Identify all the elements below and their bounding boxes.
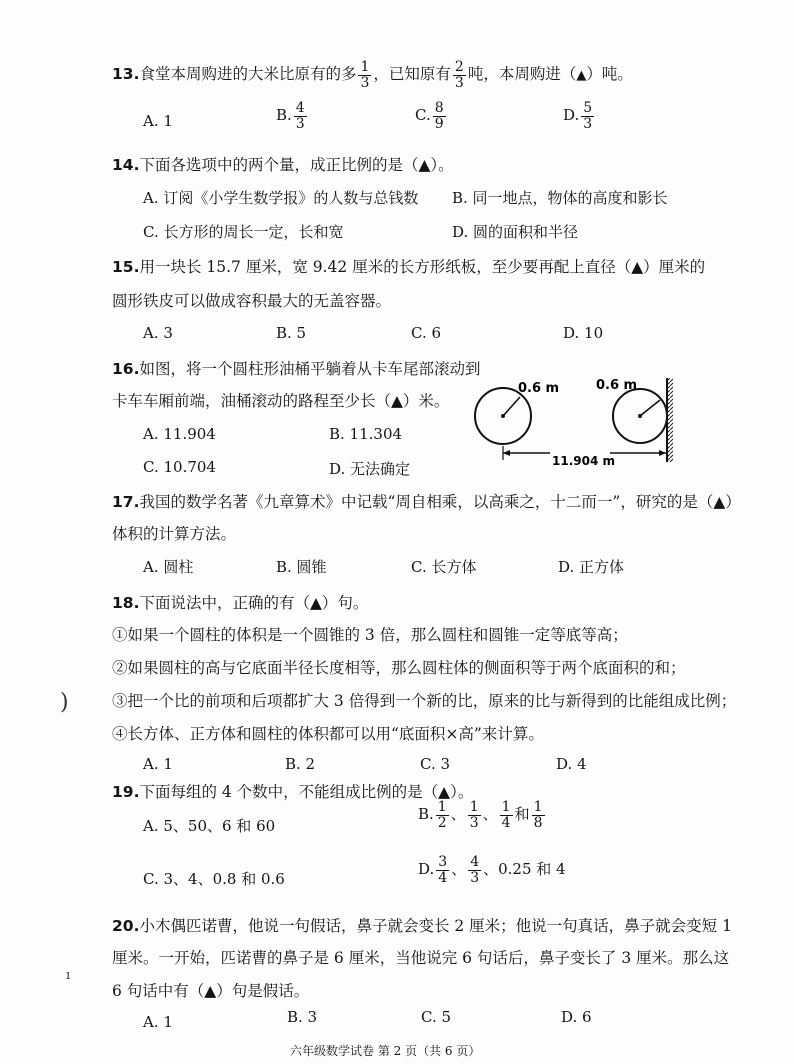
q13-fraction-2: $\frac{2}{3}$ <box>454 59 464 91</box>
q18-option-c[interactable]: C. 3 <box>420 755 451 773</box>
q17-stem-line2: 体积的计算方法。 <box>112 525 237 543</box>
margin-tick-mark: ı <box>66 968 71 983</box>
q16-option-c[interactable]: C. 10.704 <box>143 458 216 476</box>
q18-statement-3: ③把一个比的前项和后项都扩大 3 倍得到一个新的比，原来的比与新得到的比能组成比例； <box>112 692 737 710</box>
q14-option-a[interactable]: A. 订阅《小学生数学报》的人数与总钱数 <box>143 189 419 207</box>
q15-option-c[interactable]: C. 6 <box>411 324 442 342</box>
margin-bracket-mark: ) <box>60 690 69 715</box>
distance-label: 11.904 m <box>552 454 615 468</box>
q14-option-c[interactable]: C. 长方形的周长一定，长和宽 <box>143 223 344 241</box>
q14-stem: 14.下面各选项中的两个量，成正比例的是（▲）。 <box>112 156 454 174</box>
q17-option-c[interactable]: C. 长方体 <box>411 558 477 576</box>
q16-option-a[interactable]: A. 11.904 <box>143 425 216 443</box>
q19-stem: 19.下面每组的 4 个数中，不能组成比例的是（▲）。 <box>112 783 474 801</box>
q15-stem-line2: 圆形铁皮可以做成容积最大的无盖容器。 <box>112 292 392 310</box>
q14-option-b[interactable]: B. 同一地点，物体的高度和影长 <box>452 189 668 207</box>
q19-option-a[interactable]: A. 5、50、6 和 60 <box>143 817 276 835</box>
q19-option-b[interactable]: B. $\frac{1}{2}$ 、 $\frac{1}{3}$ 、 $\frac{1}{4}$ 和 $\frac{1}{8}$ <box>418 799 543 831</box>
left-radius-label: 0.6 m <box>518 381 560 396</box>
q14-option-d[interactable]: D. 圆的面积和半径 <box>452 223 579 241</box>
q20-option-b[interactable]: B. 3 <box>287 1008 318 1026</box>
q19-option-c[interactable]: C. 3、4、0.8 和 0.6 <box>143 870 285 888</box>
q17-stem-line1: 17.我国的数学名著《九章算术》中记载“周自相乘，以高乘之，十二而一”，研究的是（▲） <box>112 493 741 511</box>
q17-option-a[interactable]: A. 圆柱 <box>143 558 194 576</box>
q17-option-d[interactable]: D. 正方体 <box>558 558 625 576</box>
q20-option-a[interactable]: A. 1 <box>143 1013 173 1031</box>
q16-barrel-figure <box>470 370 680 470</box>
q18-statement-2: ②如果圆柱的高与它底面半径长度相等，那么圆柱体的侧面积等于两个底面积的和； <box>112 659 686 677</box>
q15-option-a[interactable]: A. 3 <box>143 324 173 342</box>
right-radius-line <box>640 400 660 416</box>
q18-option-d[interactable]: D. 4 <box>556 755 587 773</box>
q20-stem-line2: 厘米。一开始，匹诺曹的鼻子是 6 厘米，当他说完 6 句话后，鼻子变长了 3 厘米。那么这 <box>112 949 730 967</box>
q13-stem: 13.食堂本周购进的大米比原有的多 $\frac{1}{3}$ ，已知原有 $\frac{2}{3}$ 吨，本周购进（▲）吨。 <box>112 59 633 91</box>
q13-option-a[interactable]: A. 1 <box>143 112 173 130</box>
q19-option-d[interactable]: D. $\frac{3}{4}$ 、 $\frac{4}{3}$ 、0.25 和 4 <box>418 854 566 886</box>
q16-stem-line2: 卡车车厢前端，油桶滚动的路程至少长（▲）米。 <box>112 392 450 410</box>
q20-stem-line3: 6 句话中有（▲）句是假话。 <box>112 982 310 1000</box>
q18-option-b[interactable]: B. 2 <box>285 755 316 773</box>
q16-stem-line1: 16.如图，将一个圆柱形油桶平躺着从卡车尾部滚动到 <box>112 360 481 378</box>
right-radius-label: 0.6 m <box>596 378 638 393</box>
q17-option-b[interactable]: B. 圆锥 <box>276 558 327 576</box>
q16-option-d[interactable]: D. 无法确定 <box>329 460 411 478</box>
q18-statement-4: ④长方体、正方体和圆柱的体积都可以用“底面积×高”来计算。 <box>112 725 544 743</box>
q18-statement-1: ①如果一个圆柱的体积是一个圆锥的 3 倍，那么圆柱和圆锥一定等底等高； <box>112 626 628 644</box>
left-radius-line <box>503 397 520 416</box>
q13-number: 13. <box>112 65 140 84</box>
q16-option-b[interactable]: B. 11.304 <box>329 425 403 443</box>
q13-fraction-1: $\frac{1}{3}$ <box>360 59 370 91</box>
q18-stem: 18.下面说法中，正确的有（▲）句。 <box>112 594 369 612</box>
q13-option-d[interactable]: D. $\frac{5}{3}$ <box>563 100 593 132</box>
q15-option-b[interactable]: B. 5 <box>276 324 307 342</box>
q15-stem-line1: 15.用一块长 15.7 厘米，宽 9.42 厘米的长方形纸板，至少要再配上直径（▲）厘米的 <box>112 258 706 276</box>
q20-option-c[interactable]: C. 5 <box>421 1008 452 1026</box>
q15-option-d[interactable]: D. 10 <box>563 324 604 342</box>
q20-stem-line1: 20.小木偶匹诺曹，他说一句假话，鼻子就会变长 2 厘米；他说一句真话，鼻子就会变短 1 <box>112 917 732 935</box>
q18-option-a[interactable]: A. 1 <box>143 755 173 773</box>
page-footer: 六年级数学试卷 第 2 页（共 6 页） <box>290 1044 481 1058</box>
answer-blank-triangle: ▲ <box>576 68 587 84</box>
q20-option-d[interactable]: D. 6 <box>561 1008 592 1026</box>
q13-option-c[interactable]: C. $\frac{8}{9}$ <box>415 100 444 132</box>
q13-option-b[interactable]: B. $\frac{4}{3}$ <box>276 100 305 132</box>
